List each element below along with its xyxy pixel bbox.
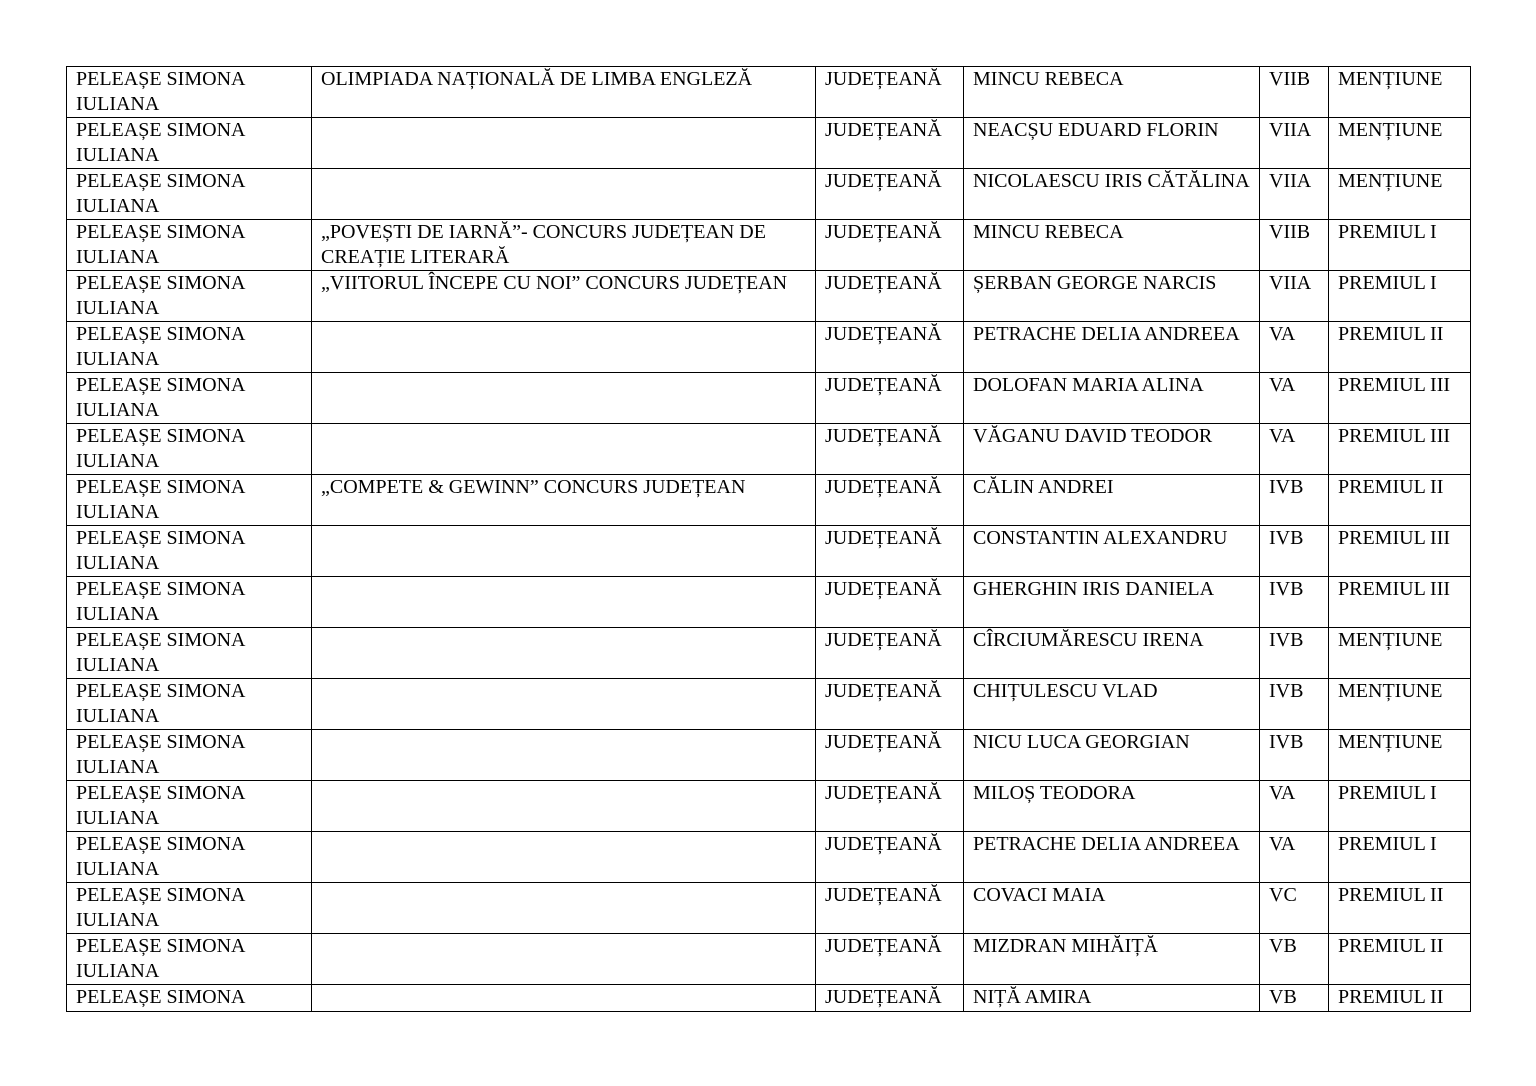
teacher-cell: PELEAȘE SIMONA IULIANA bbox=[67, 781, 312, 832]
competition-cell bbox=[312, 781, 816, 832]
class-cell: VA bbox=[1260, 424, 1329, 475]
award-cell: MENȚIUNE bbox=[1329, 628, 1471, 679]
level-cell: JUDEȚEANĂ bbox=[816, 424, 964, 475]
class-cell: VB bbox=[1260, 934, 1329, 985]
competition-cell bbox=[312, 577, 816, 628]
competition-cell: „VIITORUL ÎNCEPE CU NOI” CONCURS JUDEȚEAN bbox=[312, 271, 816, 322]
student-cell: CONSTANTIN ALEXANDRU bbox=[964, 526, 1260, 577]
class-cell: VIIA bbox=[1260, 271, 1329, 322]
class-cell: VA bbox=[1260, 322, 1329, 373]
award-cell: PREMIUL I bbox=[1329, 271, 1471, 322]
competition-cell bbox=[312, 985, 816, 1012]
award-cell: PREMIUL II bbox=[1329, 322, 1471, 373]
level-cell: JUDEȚEANĂ bbox=[816, 628, 964, 679]
level-cell: JUDEȚEANĂ bbox=[816, 169, 964, 220]
competition-cell bbox=[312, 118, 816, 169]
teacher-cell: PELEAȘE SIMONA IULIANA bbox=[67, 883, 312, 934]
competition-cell bbox=[312, 832, 816, 883]
class-cell: VC bbox=[1260, 883, 1329, 934]
level-cell: JUDEȚEANĂ bbox=[816, 271, 964, 322]
level-cell: JUDEȚEANĂ bbox=[816, 730, 964, 781]
level-cell: JUDEȚEANĂ bbox=[816, 475, 964, 526]
competition-cell bbox=[312, 322, 816, 373]
competition-cell bbox=[312, 169, 816, 220]
results-table-body bbox=[67, 67, 1471, 1012]
student-cell: MINCU REBECA bbox=[964, 220, 1260, 271]
class-cell: IVB bbox=[1260, 679, 1329, 730]
table-row bbox=[67, 883, 1471, 934]
award-cell: PREMIUL I bbox=[1329, 220, 1471, 271]
award-cell: PREMIUL II bbox=[1329, 934, 1471, 985]
teacher-cell: PELEAȘE SIMONA IULIANA bbox=[67, 373, 312, 424]
student-cell: MIZDRAN MIHĂIȚĂ bbox=[964, 934, 1260, 985]
teacher-cell: PELEAȘE SIMONA IULIANA bbox=[67, 424, 312, 475]
student-cell: PETRACHE DELIA ANDREEA bbox=[964, 832, 1260, 883]
class-cell: VIIB bbox=[1260, 220, 1329, 271]
class-cell: IVB bbox=[1260, 475, 1329, 526]
level-cell: JUDEȚEANĂ bbox=[816, 373, 964, 424]
table-row bbox=[67, 424, 1471, 475]
table-row bbox=[67, 220, 1471, 271]
student-cell: ȘERBAN GEORGE NARCIS bbox=[964, 271, 1260, 322]
table-row bbox=[67, 679, 1471, 730]
student-cell: CÎRCIUMĂRESCU IRENA bbox=[964, 628, 1260, 679]
student-cell: CHIȚULESCU VLAD bbox=[964, 679, 1260, 730]
table-row bbox=[67, 781, 1471, 832]
teacher-cell: PELEAȘE SIMONA IULIANA bbox=[67, 526, 312, 577]
competition-cell bbox=[312, 730, 816, 781]
level-cell: JUDEȚEANĂ bbox=[816, 832, 964, 883]
teacher-cell: PELEAȘE SIMONA IULIANA bbox=[67, 934, 312, 985]
teacher-cell: PELEAȘE SIMONA IULIANA bbox=[67, 169, 312, 220]
award-cell: MENȚIUNE bbox=[1329, 730, 1471, 781]
class-cell: VIIA bbox=[1260, 118, 1329, 169]
class-cell: VA bbox=[1260, 781, 1329, 832]
class-cell: IVB bbox=[1260, 577, 1329, 628]
teacher-cell: PELEAȘE SIMONA IULIANA bbox=[67, 730, 312, 781]
competition-cell bbox=[312, 679, 816, 730]
award-cell: PREMIUL I bbox=[1329, 832, 1471, 883]
level-cell: JUDEȚEANĂ bbox=[816, 220, 964, 271]
teacher-cell: PELEAȘE SIMONA IULIANA bbox=[67, 220, 312, 271]
table-row bbox=[67, 271, 1471, 322]
table-row bbox=[67, 934, 1471, 985]
level-cell: JUDEȚEANĂ bbox=[816, 883, 964, 934]
student-cell: NICU LUCA GEORGIAN bbox=[964, 730, 1260, 781]
table-row bbox=[67, 169, 1471, 220]
award-cell: PREMIUL II bbox=[1329, 883, 1471, 934]
award-cell: PREMIUL II bbox=[1329, 475, 1471, 526]
class-cell: VB bbox=[1260, 985, 1329, 1012]
class-cell: IVB bbox=[1260, 526, 1329, 577]
student-cell: VĂGANU DAVID TEODOR bbox=[964, 424, 1260, 475]
class-cell: VA bbox=[1260, 373, 1329, 424]
award-cell: MENȚIUNE bbox=[1329, 169, 1471, 220]
award-cell: PREMIUL III bbox=[1329, 577, 1471, 628]
student-cell: NIȚĂ AMIRA bbox=[964, 985, 1260, 1012]
level-cell: JUDEȚEANĂ bbox=[816, 67, 964, 118]
class-cell: VA bbox=[1260, 832, 1329, 883]
award-cell: PREMIUL III bbox=[1329, 526, 1471, 577]
student-cell: NEACȘU EDUARD FLORIN bbox=[964, 118, 1260, 169]
student-cell: NICOLAESCU IRIS CĂTĂLINA bbox=[964, 169, 1260, 220]
results-table bbox=[66, 66, 1471, 1012]
student-cell: MINCU REBECA bbox=[964, 67, 1260, 118]
competition-cell bbox=[312, 934, 816, 985]
competition-cell bbox=[312, 526, 816, 577]
class-cell: IVB bbox=[1260, 730, 1329, 781]
level-cell: JUDEȚEANĂ bbox=[816, 118, 964, 169]
student-cell: DOLOFAN MARIA ALINA bbox=[964, 373, 1260, 424]
table-row bbox=[67, 577, 1471, 628]
teacher-cell: PELEAȘE SIMONA IULIANA bbox=[67, 628, 312, 679]
level-cell: JUDEȚEANĂ bbox=[816, 781, 964, 832]
class-cell: IVB bbox=[1260, 628, 1329, 679]
table-row bbox=[67, 322, 1471, 373]
competition-cell: OLIMPIADA NAȚIONALĂ DE LIMBA ENGLEZĂ bbox=[312, 67, 816, 118]
award-cell: PREMIUL I bbox=[1329, 781, 1471, 832]
teacher-cell: PELEAȘE SIMONA IULIANA bbox=[67, 679, 312, 730]
table-row bbox=[67, 526, 1471, 577]
competition-cell bbox=[312, 373, 816, 424]
table-row bbox=[67, 373, 1471, 424]
table-row bbox=[67, 118, 1471, 169]
student-cell: MILOȘ TEODORA bbox=[964, 781, 1260, 832]
table-row bbox=[67, 985, 1471, 1012]
teacher-cell: PELEAȘE SIMONA IULIANA bbox=[67, 832, 312, 883]
table-row bbox=[67, 730, 1471, 781]
class-cell: VIIA bbox=[1260, 169, 1329, 220]
award-cell: MENȚIUNE bbox=[1329, 67, 1471, 118]
student-cell: CĂLIN ANDREI bbox=[964, 475, 1260, 526]
award-cell: MENȚIUNE bbox=[1329, 118, 1471, 169]
competition-cell: „POVEȘTI DE IARNĂ”- CONCURS JUDEȚEAN DE CREAȚIE LITERARĂ bbox=[312, 220, 816, 271]
level-cell: JUDEȚEANĂ bbox=[816, 577, 964, 628]
level-cell: JUDEȚEANĂ bbox=[816, 526, 964, 577]
competition-cell bbox=[312, 628, 816, 679]
table-row bbox=[67, 628, 1471, 679]
class-cell: VIIB bbox=[1260, 67, 1329, 118]
level-cell: JUDEȚEANĂ bbox=[816, 985, 964, 1012]
teacher-cell: PELEAȘE SIMONA IULIANA bbox=[67, 118, 312, 169]
table-row bbox=[67, 67, 1471, 118]
student-cell: COVACI MAIA bbox=[964, 883, 1260, 934]
level-cell: JUDEȚEANĂ bbox=[816, 679, 964, 730]
table-row bbox=[67, 832, 1471, 883]
award-cell: PREMIUL III bbox=[1329, 424, 1471, 475]
teacher-cell: PELEAȘE SIMONA IULIANA bbox=[67, 475, 312, 526]
student-cell: PETRACHE DELIA ANDREEA bbox=[964, 322, 1260, 373]
competition-cell bbox=[312, 883, 816, 934]
teacher-cell: PELEAȘE SIMONA IULIANA bbox=[67, 67, 312, 118]
award-cell: MENȚIUNE bbox=[1329, 679, 1471, 730]
level-cell: JUDEȚEANĂ bbox=[816, 322, 964, 373]
teacher-cell: PELEAȘE SIMONA bbox=[67, 985, 312, 1012]
student-cell: GHERGHIN IRIS DANIELA bbox=[964, 577, 1260, 628]
teacher-cell: PELEAȘE SIMONA IULIANA bbox=[67, 271, 312, 322]
table-row bbox=[67, 475, 1471, 526]
competition-cell: „COMPETE & GEWINN” CONCURS JUDEȚEAN bbox=[312, 475, 816, 526]
level-cell: JUDEȚEANĂ bbox=[816, 934, 964, 985]
teacher-cell: PELEAȘE SIMONA IULIANA bbox=[67, 322, 312, 373]
award-cell: PREMIUL II bbox=[1329, 985, 1471, 1012]
teacher-cell: PELEAȘE SIMONA IULIANA bbox=[67, 577, 312, 628]
award-cell: PREMIUL III bbox=[1329, 373, 1471, 424]
competition-cell bbox=[312, 424, 816, 475]
